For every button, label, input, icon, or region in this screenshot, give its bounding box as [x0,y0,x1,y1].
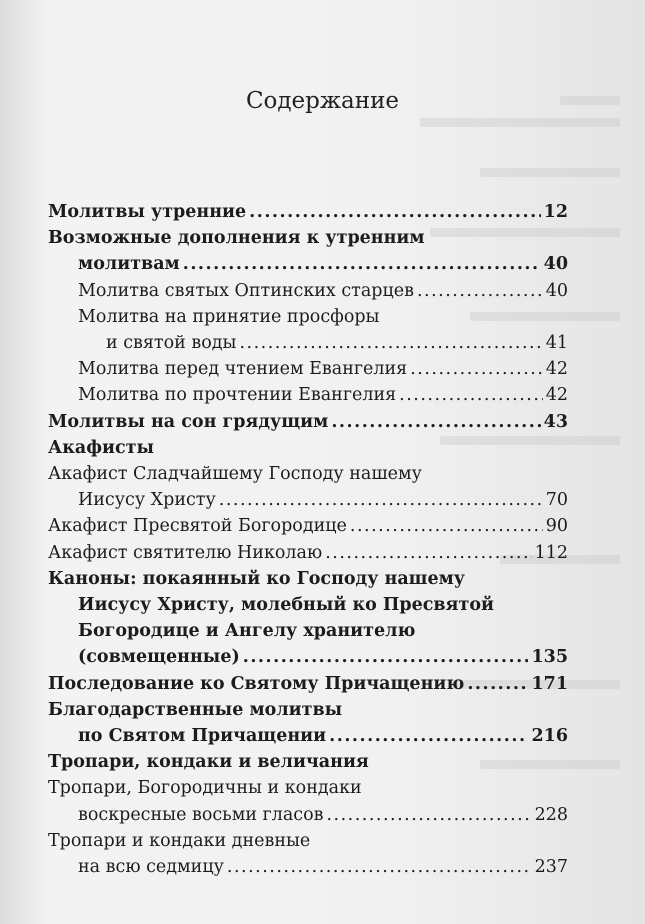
toc-page-number: 41 [545,333,568,353]
toc-entry-text: Молитва по прочтении Евангелия [78,385,397,406]
toc-page-number: 40 [545,280,568,301]
toc-entry-text: Акафисты [48,437,155,458]
toc-entry-line [48,538,568,564]
toc-entry-text: молитвам [78,254,180,275]
toc-page-number: 42 [545,385,568,406]
toc-entry-text: воскресные восьми гласов [78,804,324,825]
toc-entry-line [48,747,568,773]
toc-entry-text: Молитва святых Оптинских старцев [78,280,414,301]
toc-entry-text: Богородице и Ангелу хранителю [78,621,416,642]
toc-entry-text: Иисусу Христу, молебный ко Пресвятой [78,595,494,615]
toc-page-number: 112 [534,542,568,563]
toc-entry-text: Тропари и кондаки дневные [48,830,311,851]
toc-entry-text: Молитва на принятие просфоры [78,306,380,327]
toc-leader-dots [329,725,528,747]
toc-leader-dots [243,646,529,668]
toc-entry-line [78,354,568,380]
toc-leader-dots [227,856,532,878]
toc-leader-dots [239,332,542,354]
toc-entry-line [78,616,568,642]
toc-entry-line [78,852,568,878]
toc-entry-text: Последование ко Святому Причащению [48,673,465,694]
toc-entry-text: Тропари, кондаки и величания [48,752,369,773]
toc-entry-line [78,721,568,747]
toc-entry-line [48,695,568,721]
toc-entry-line [48,773,568,799]
toc-leader-dots [326,804,531,826]
toc-entry-line [48,669,568,695]
toc-entry-line [48,433,568,459]
toc-page-number: 228 [534,804,568,825]
toc-entry-line [78,380,568,406]
toc-page-number: 171 [531,673,568,694]
toc-entry-line [78,800,568,826]
toc-page-number: 135 [531,647,568,668]
toc-entry-text: Молитвы на сон грядущим [48,411,329,432]
toc-entry-line [48,459,568,485]
toc-entry-line [48,223,568,249]
toc-entry-line [48,826,568,852]
toc-entry-text: Благодарственные молитвы [48,699,343,720]
toc-entry-text: Возможные дополнения к утренним [48,228,425,249]
toc-page-number: 42 [545,359,568,380]
toc-entry-line [106,328,568,354]
toc-entry-line [48,197,568,223]
toc-entry-text: на всю седмицу [78,857,224,877]
toc-leader-dots [399,384,543,406]
toc-leader-dots [410,358,543,380]
toc-page-number: 90 [545,516,568,537]
toc-entry-line [48,407,568,433]
toc-entry-text: Молитвы утренние [48,202,247,222]
toc-entry-line [78,276,568,302]
toc-entry-text: по Святом Причащении [78,726,327,746]
toc-entry-text: и святой воды [106,333,237,353]
toc-leader-dots [417,280,543,302]
toc-entry-line [48,511,568,537]
toc-entry-line [78,485,568,511]
toc-leader-dots [350,515,543,537]
toc-page-number: 237 [534,857,568,877]
toc-entry-text: Акафист Сладчайшему Господу нашему [48,464,422,484]
toc-leader-dots [219,489,543,511]
toc-page-number: 70 [545,490,568,511]
toc-entry-line [78,302,568,328]
toc-page-number: 40 [543,254,568,275]
toc-entry-text: Акафист святителю Николаю [48,542,323,563]
page-title: Содержание [245,88,400,114]
toc-entry-line [78,642,568,668]
toc-entry-line [78,249,568,275]
toc-entry-text: Тропари, Богородичны и кондаки [48,778,362,799]
toc-page-number: 12 [543,202,568,222]
toc-entry-line [48,564,568,590]
toc-leader-dots [325,542,531,564]
toc-entry-text: Акафист Пресвятой Богородице [48,516,347,537]
toc-leader-dots [183,253,541,275]
toc-entry-line [78,590,568,616]
toc-entry-text: Каноны: покаянный ко Господу нашему [48,568,466,589]
toc-entry-text: (совмещенные) [78,647,240,668]
toc-entry-text: Молитва перед чтением Евангелия [78,359,408,380]
toc-page-number: 43 [543,411,568,432]
toc-leader-dots [467,673,528,695]
toc-page-number: 216 [531,726,568,746]
toc-leader-dots [249,201,540,223]
toc-leader-dots [331,411,540,433]
toc-entry-text: Иисусу Христу [78,490,216,511]
